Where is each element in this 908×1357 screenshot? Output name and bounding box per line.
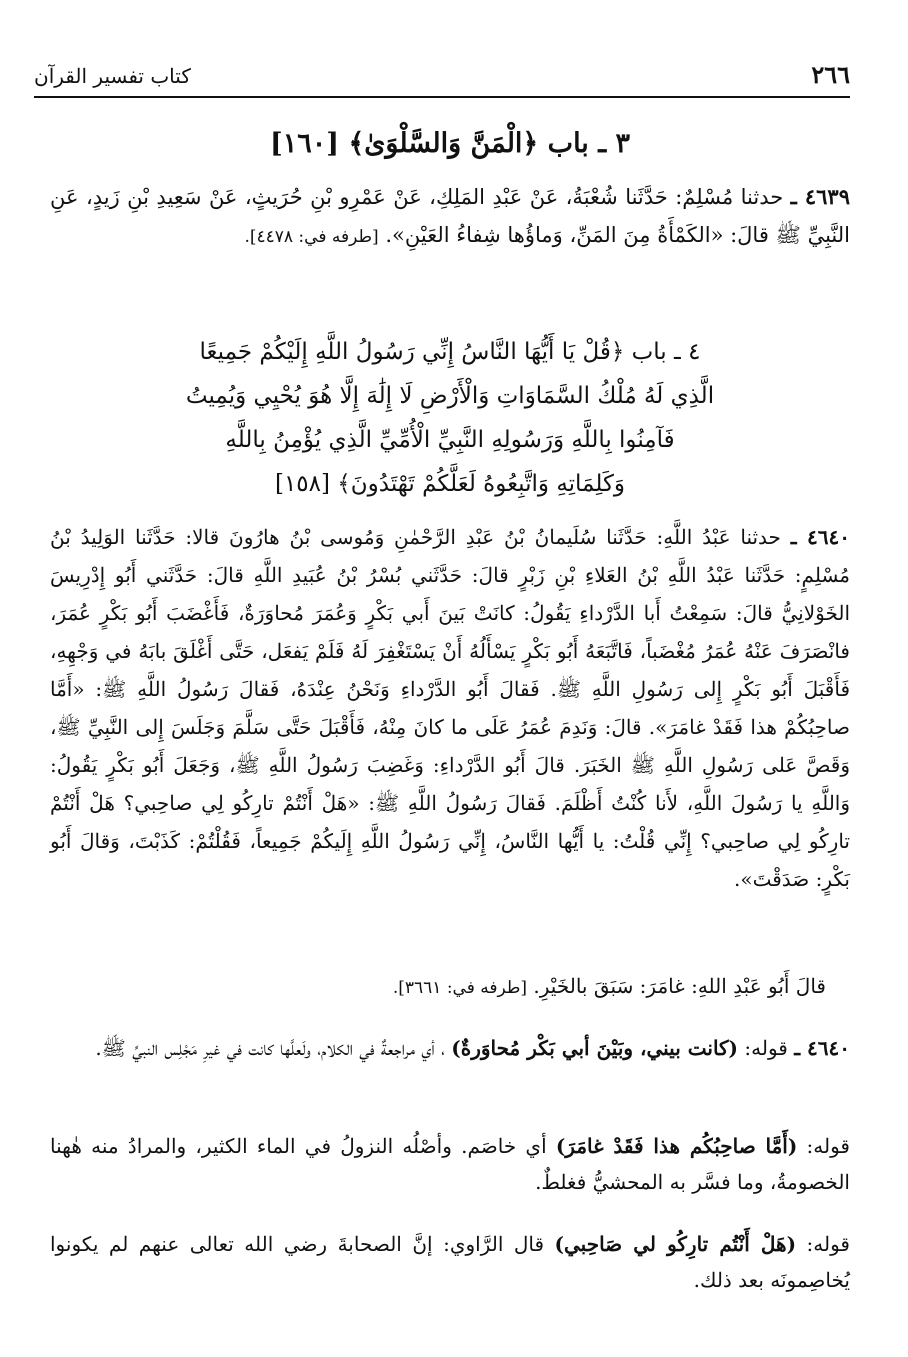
commentary-text: قال الرَّاوي: إنَّ الصحابةَ رضي الله تعالى عنهم لم يكونوا يُخاصِمونَه بعد ذلك. — [50, 1232, 850, 1292]
commentary-text: ، أي مراجعةٌ في الكلام، ولَعلَّها كانت في غيرِ مَجْلِس النبيِّ ﷺ. — [95, 1036, 445, 1060]
hadith-number: ٤٦٤٠ ـ — [790, 525, 850, 549]
header-rule — [34, 96, 850, 98]
abu-abdillah-note — [50, 968, 826, 1006]
chapter-4-line-1: ٤ ـ باب ﴿قُلْ يَا أَيُّهَا النَّاسُ إِنِّي رَسُولُ اللَّهِ إِلَيْكُمْ جَمِيعًا — [199, 339, 701, 365]
commentary-intro: قوله: — [797, 1134, 850, 1158]
commentary-quote: (أَمَّا صاحِبُكُم هذا فَقَدْ غامَرَ) — [555, 1134, 798, 1158]
commentary-text: أي خاصَم. وأصْلُه النزولُ في الماء الكثير، والمرادُ منه هٰهنا الخصومةُ، وما فسَّر به المحشيُّ فغلطٌ. — [50, 1134, 850, 1194]
commentary-number: ٤٦٤٠ ـ — [794, 1036, 850, 1060]
hadith-4640 — [50, 518, 850, 898]
hadith-4639 — [50, 178, 850, 256]
chapter-4-heading — [50, 330, 850, 506]
hadith-number: ٤٦٣٩ ـ — [790, 184, 850, 209]
commentary-intro: قوله: — [796, 1232, 850, 1256]
running-title: كتاب تفسير القرآن — [34, 64, 191, 88]
hadith-text: حدثنا عَبْدُ اللَّهِ: حَدَّثَنا سُلَيمانُ بْنُ عَبْدِ الرَّحْمٰنِ وَمُوسى بْنُ هارُونَ قالا: حَدَّثَنا الوَلِيدُ بْنُ مُسْلِمٍ: حَدَّثَنا عَبْدُ اللَّهِ بْنُ العَلاءِ بْنِ زَبْرٍ قالَ: حَدَّثَني بُسْرُ بْنُ عُبَيدِ اللَّهِ قالَ: حَدَّثَني أَبُو إِدْرِيسَ الخَوْلانِيُّ قالَ: سَمِعْتُ أَبا الدَّرْداءِ يَقُولُ: كانَتْ بَينَ أَبي بَكْرٍ وَعُمَرَ مُحاوَرَةٌ، فَأَغْضَبَ أَبُو بَكْرٍ عُمَرَ، فانْصَرَفَ عَنْهُ عُمَرُ مُغْضَباً، فَاتَّبَعَهُ أَبُو بَكْرٍ يَسْأَلُهُ أَنْ يَسْتَغْفِرَ لَهُ فَلَمْ يَفعَل، حَتَّى أَغْلَقَ بابَهُ في وَجْهِهِ، فَأَقْبَلَ أَبُو بَكْرٍ إِلى رَسُولِ اللَّهِ ﷺ. فَقالَ أَبُو الدَّرْداءِ وَنَحْنُ عِنْدَهُ، فَقالَ رَسُولُ اللَّهِ ﷺ: «أَمَّا صاحِبُكُمْ هذا فَقَدْ غامَرَ». قالَ: وَنَدِمَ عُمَرُ عَلَى ما كانَ مِنْهُ، فَأَقْبَلَ حَتَّى سَلَّمَ وَجَلَسَ إِلى النَّبِيِّ ﷺ، وَقَصَّ عَلى رَسُولِ اللَّهِ ﷺ الخَبَرَ. قالَ أَبُو الدَّرْداءِ: وَغَضِبَ رَسُولُ اللَّهِ ﷺ، وَجَعَلَ أَبُو بَكْرٍ يَقُولُ: وَاللَّهِ يا رَسُولَ اللَّهِ، لأَنا كُنْتُ أَظْلَمَ. فَقالَ رَسُولُ اللَّهِ ﷺ: «هَلْ أَنْتُمْ تارِكُو لِي صاحِبي؟ هَلْ أَنْتُمْ تارِكُو لِي صاحِبي؟ إِنِّي قُلْتُ: يا أَيُّها النَّاسُ، إِنِّي رَسُولُ اللَّهِ إِلَيكُمْ جَمِيعاً، فَقُلْتُمْ: كَذَبْتَ، وَقالَ أَبُو بَكْرٍ: صَدَقْتَ». — [50, 525, 851, 891]
chapter-4-line-4: وَكَلِمَاتِهِ وَاتَّبِعُوهُ لَعَلَّكُمْ تَهْتَدُونَ﴾ [١٥٨] — [274, 471, 626, 497]
page-header — [34, 58, 850, 98]
note-text: قالَ أَبُو عَبْدِ اللهِ: غامَرَ: سَبَقَ بالخَيْرِ. — [533, 974, 826, 998]
chapter-4-line-3: فَآمِنُوا بِاللَّهِ وَرَسُولِهِ النَّبِيِّ الْأُمِّيِّ الَّذِي يُؤْمِنُ بِاللَّهِ — [225, 427, 675, 453]
commentary-1 — [50, 1030, 850, 1066]
commentary-2 — [50, 1128, 850, 1200]
hadith-reference: [طرفه في: ٤٤٧٨]. — [244, 227, 379, 247]
chapter-4-line-2: الَّذِي لَهُ مُلْكُ السَّمَاوَاتِ وَالْأَرْضِ لَا إِلَٰهَ إِلَّا هُوَ يُحْيِي وَيُمِيتُ — [185, 383, 715, 409]
chapter-3-heading: ٣ ـ باب ﴿الْمَنَّ وَالسَّلْوَىٰ﴾ [١٦٠] — [269, 128, 631, 159]
page-number: ٢٦٦ — [811, 60, 850, 89]
commentary-quote: (كانت بيني، وبَيْنَ أبي بَكْر مُحاوَرةٌ) — [451, 1036, 739, 1060]
commentary-quote: (هَلْ أَنْتُم تارِكُو لي صَاحِبي) — [554, 1232, 797, 1256]
commentary-intro: قوله: — [738, 1036, 788, 1060]
note-reference: [طرفه في: ٣٦٦١]. — [392, 978, 528, 998]
commentary-3 — [50, 1226, 850, 1298]
hadith-text: حدثنا مُسْلِمٌ: حَدَّثَنا شُعْبَةُ، عَنْ عَبْدِ المَلِكِ، عَنْ عَمْرِو بْنِ حُرَيثٍ، عَنْ سَعِيدِ بْنِ زَيدٍ، عَنِ النَّبِيِّ ﷺ قالَ: «الكَمْأَةُ مِنَ المَنِّ، وَماؤُها شِفاءُ العَيْنِ». — [50, 185, 850, 247]
